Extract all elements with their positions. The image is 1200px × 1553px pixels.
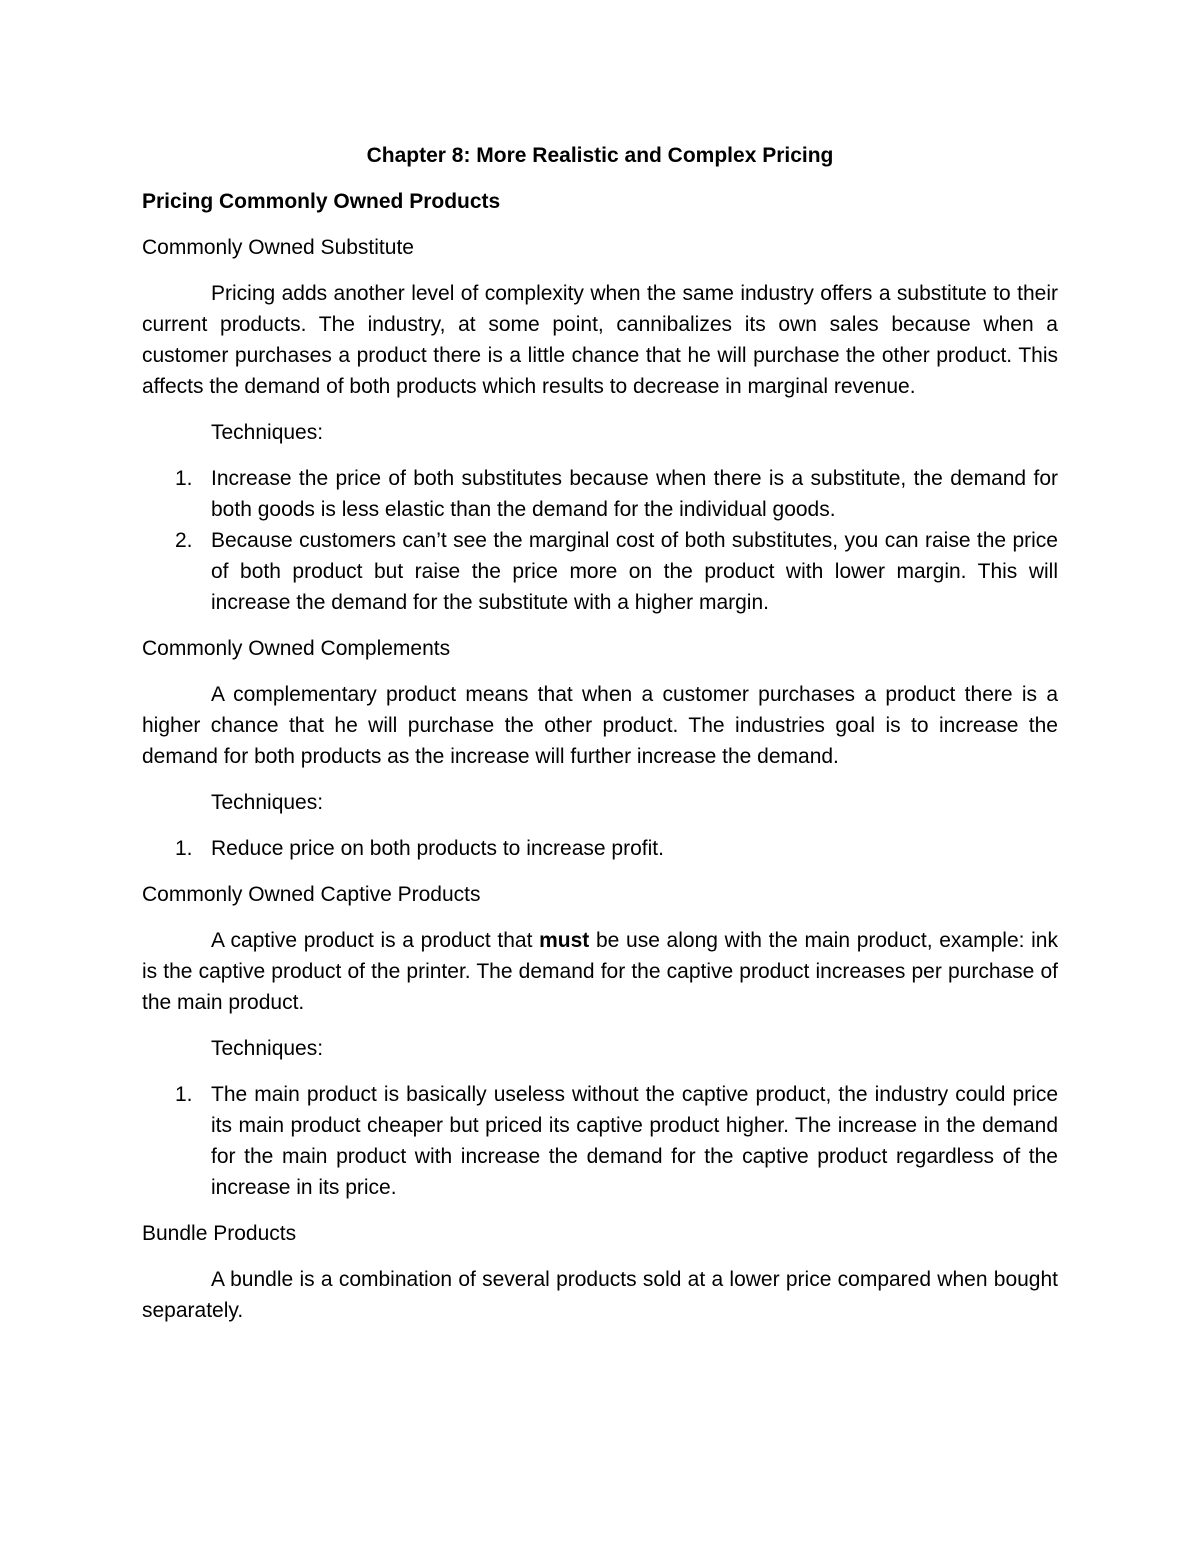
complements-paragraph: A complementary product means that when a customer purchases a product there is a higher chance that he will purchase the other product. The industries goal is to increase the demand for both products as the increase will further increase the demand.: [142, 683, 1058, 768]
list-item: [142, 525, 1058, 618]
section-heading: Pricing Commonly Owned Products: [142, 190, 501, 213]
bundle-heading: Bundle Products: [142, 1222, 297, 1245]
complements-techniques-label: Techniques:: [211, 791, 324, 814]
substitute-heading: Commonly Owned Substitute: [142, 236, 414, 259]
bundle-paragraph: A bundle is a combination of several products sold at a lower price compared when bought separately.: [142, 1268, 1058, 1322]
captive-techniques-label: Techniques:: [211, 1037, 324, 1060]
list-text: The main product is basically useless without the captive product, the industry could price its main product cheaper but priced its captive product higher. The increase in the demand for the main product with increase the demand for the captive product regardless of the increase in its price.: [211, 1083, 1058, 1199]
captive-paragraph-start: A captive product is a product that: [211, 929, 540, 952]
complements-heading: Commonly Owned Complements: [142, 637, 451, 660]
list-number: 1.: [175, 1083, 193, 1106]
list-item: [142, 1079, 1058, 1203]
list-number: 1.: [175, 467, 193, 490]
document-page: [142, 140, 1058, 1326]
complements-techniques-list: [142, 833, 1058, 864]
captive-paragraph-end: be use along with the main product, example: ink is the captive product of the printer. The demand for the captive product increases per purchase of the main product.: [142, 929, 1058, 1014]
captive-heading: Commonly Owned Captive Products: [142, 883, 481, 906]
list-text: Increase the price of both substitutes because when there is a substitute, the demand for both goods is less elastic than the demand for the individual goods.: [211, 467, 1058, 521]
substitute-techniques-label: Techniques:: [211, 421, 324, 444]
chapter-title: Chapter 8: More Realistic and Complex Pricing: [366, 144, 834, 167]
list-item: [142, 833, 1058, 864]
list-number: 2.: [175, 529, 193, 552]
list-number: 1.: [175, 837, 193, 860]
substitute-paragraph: Pricing adds another level of complexity when the same industry offers a substitute to their current products. The industry, at some point, cannibalizes its own sales because when a customer purchases a product there is a little chance that he will purchase the other product. This affects the demand of both products which results to decrease in marginal revenue.: [142, 282, 1058, 398]
substitute-techniques-list: [142, 463, 1058, 618]
captive-paragraph-emphasis: must: [539, 929, 590, 952]
list-text: Reduce price on both products to increase profit.: [211, 837, 664, 860]
list-text: Because customers can’t see the marginal cost of both substitutes, you can raise the price of both product but raise the price more on the product with lower margin. This will increase the demand for the substitute with a higher margin.: [211, 529, 1058, 614]
captive-paragraph: [142, 925, 1058, 1018]
list-item: [142, 463, 1058, 525]
captive-techniques-list: [142, 1079, 1058, 1203]
